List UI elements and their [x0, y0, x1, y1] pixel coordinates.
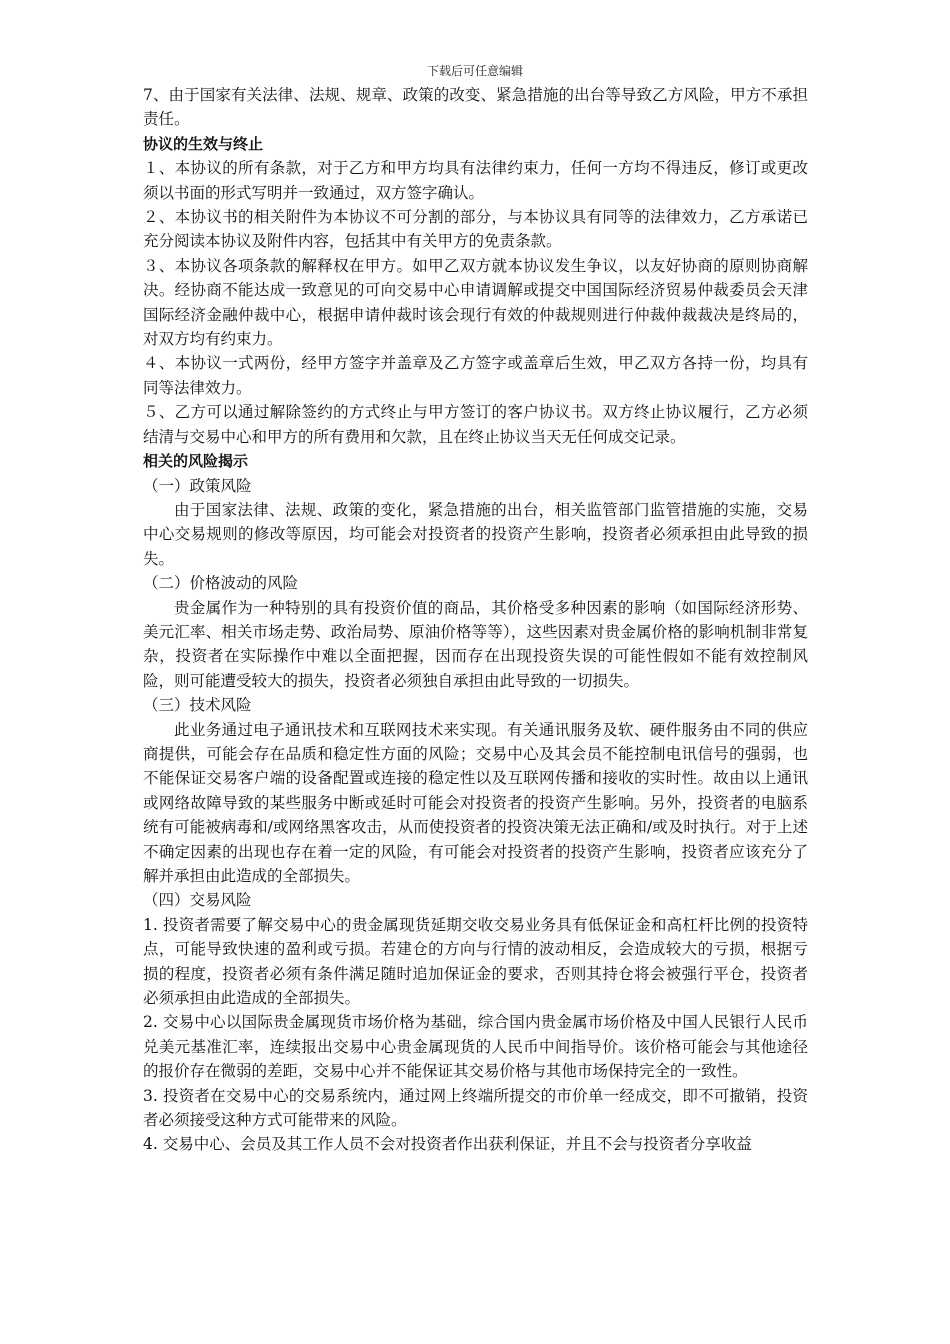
paragraph-trading-risk-1: 1. 投资者需要了解交易中心的贵金属现货延期交收交易业务具有低保证金和高杠杆比例的投资特点，可能导致快速的盈利或亏损。若建仓的方向与行情的波动相反，会造成较大的亏损，根据亏损的程度，投资者必须有条件满足随时追加保证金的要求，否则其持仓将会被强行平仓，投资者必须承担由此造成的全部损失。 — [143, 915, 808, 1008]
document-body — [143, 83, 808, 1157]
paragraph-trading-risk-4: 4. 交易中心、会员及其工作人员不会对投资者作出获利保证，并且不会与投资者分享收益 — [143, 1135, 752, 1154]
paragraph-clause-2: ２、本协议书的相关附件为本协议不可分割的部分，与本协议具有同等的法律效力，乙方承诺已充分阅读本协议及附件内容，包括其中有关甲方的免责条款。 — [143, 208, 808, 251]
paragraph-clause-5: ５、乙方可以通过解除签约的方式终止与甲方签订的客户协议书。双方终止协议履行，乙方必须结清与交易中心和甲方的所有费用和欠款，且在终止协议当天无任何成交记录。 — [143, 403, 808, 446]
paragraph-policy-risk: 由于国家法律、法规、政策的变化，紧急措施的出台，相关监管部门监管措施的实施，交易中心交易规则的修改等原因，均可能会对投资者的投资产生影响，投资者必须承担由此导致的损失。 — [143, 500, 808, 568]
paragraph-clause-4: ４、本协议一式两份，经甲方签字并盖章及乙方签字或盖章后生效，甲乙双方各持一份，均具有同等法律效力。 — [143, 354, 808, 397]
section-heading-risk-disclosure: 相关的风险揭示 — [143, 452, 249, 471]
subheading-trading-risk: （四）交易风险 — [143, 891, 252, 910]
paragraph-trading-risk-3: 3. 投资者在交易中心的交易系统内，通过网上终端所提交的市价单一经成交，即不可撤销，投资者必须接受这种方式可能带来的风险。 — [143, 1086, 808, 1130]
paragraph-clause-1: １、本协议的所有条款，对于乙方和甲方均具有法律约束力，任何一方均不得违反，修订或更改须以书面的形式写明并一致通过，双方签字确认。 — [143, 159, 808, 202]
subheading-technical-risk: （三）技术风险 — [143, 696, 252, 715]
section-heading-effect-termination: 协议的生效与终止 — [143, 134, 264, 153]
subheading-price-risk: （二）价格波动的风险 — [143, 574, 299, 593]
paragraph-price-risk: 贵金属作为一种特别的具有投资价值的商品，其价格受多种因素的影响（如国际经济形势、美元汇率、相关市场走势、政治局势、原油价格等等），这些因素对贵金属价格的影响机制非常复杂，投资者在实际操作中难以全面把握，因而存在出现投资失误的可能性假如不能有效控制风险，则可能遭受较大的损失，投资者必须独自承担由此导致的一切损失。 — [143, 598, 808, 690]
paragraph-technical-risk: 此业务通过电子通讯技术和互联网技术来实现。有关通讯服务及软、硬件服务由不同的供应商提供，可能会存在品质和稳定性方面的风险；交易中心及其会员不能控制电讯信号的强弱，也不能保证交易客户端的设备配置或连接的稳定性以及互联网传播和接收的实时性。故由以上通讯或网络故障导致的某些服务中断或延时可能会对投资者的投资产生影响。另外，投资者的电脑系统有可能被病毒和/或网络黑客攻击，从而使投资者的投资决策无法正确和/或及时执行。对于上述不确定因素的出现也存在着一定的风险，有可能会对投资者的投资产生影响，投资者应该充分了解并承担由此造成的全部损失。 — [143, 720, 808, 885]
paragraph-clause-3: ３、本协议各项条款的解释权在甲方。如甲乙双方就本协议发生争议，以友好协商的原则协商解决。经协商不能达成一致意见的可向交易中心申请调解或提交中国国际经济贸易仲裁委员会天津国际经济金融仲裁中心，根据申请仲裁时该会现行有效的仲裁规则进行仲裁仲裁裁决是终局的，对双方均有约束力。 — [143, 256, 808, 349]
paragraph-7-policy-change: 7、由于国家有关法律、法规、规章、政策的改变、紧急措施的出台等导致乙方风险，甲方不承担责任。 — [143, 86, 808, 129]
subheading-policy-risk: （一）政策风险 — [143, 476, 252, 495]
paragraph-trading-risk-2: 2. 交易中心以国际贵金属现货市场价格为基础，综合国内贵金属市场价格及中国人民银行人民币兑美元基准汇率，连续报出交易中心贵金属现货的人民币中间指导价。该价格可能会与其他途径的报价存在微弱的差距，交易中心并不能保证其交易价格与其他市场保持完全的一致性。 — [143, 1013, 808, 1081]
page-header: 下载后可任意编辑 — [426, 64, 523, 78]
